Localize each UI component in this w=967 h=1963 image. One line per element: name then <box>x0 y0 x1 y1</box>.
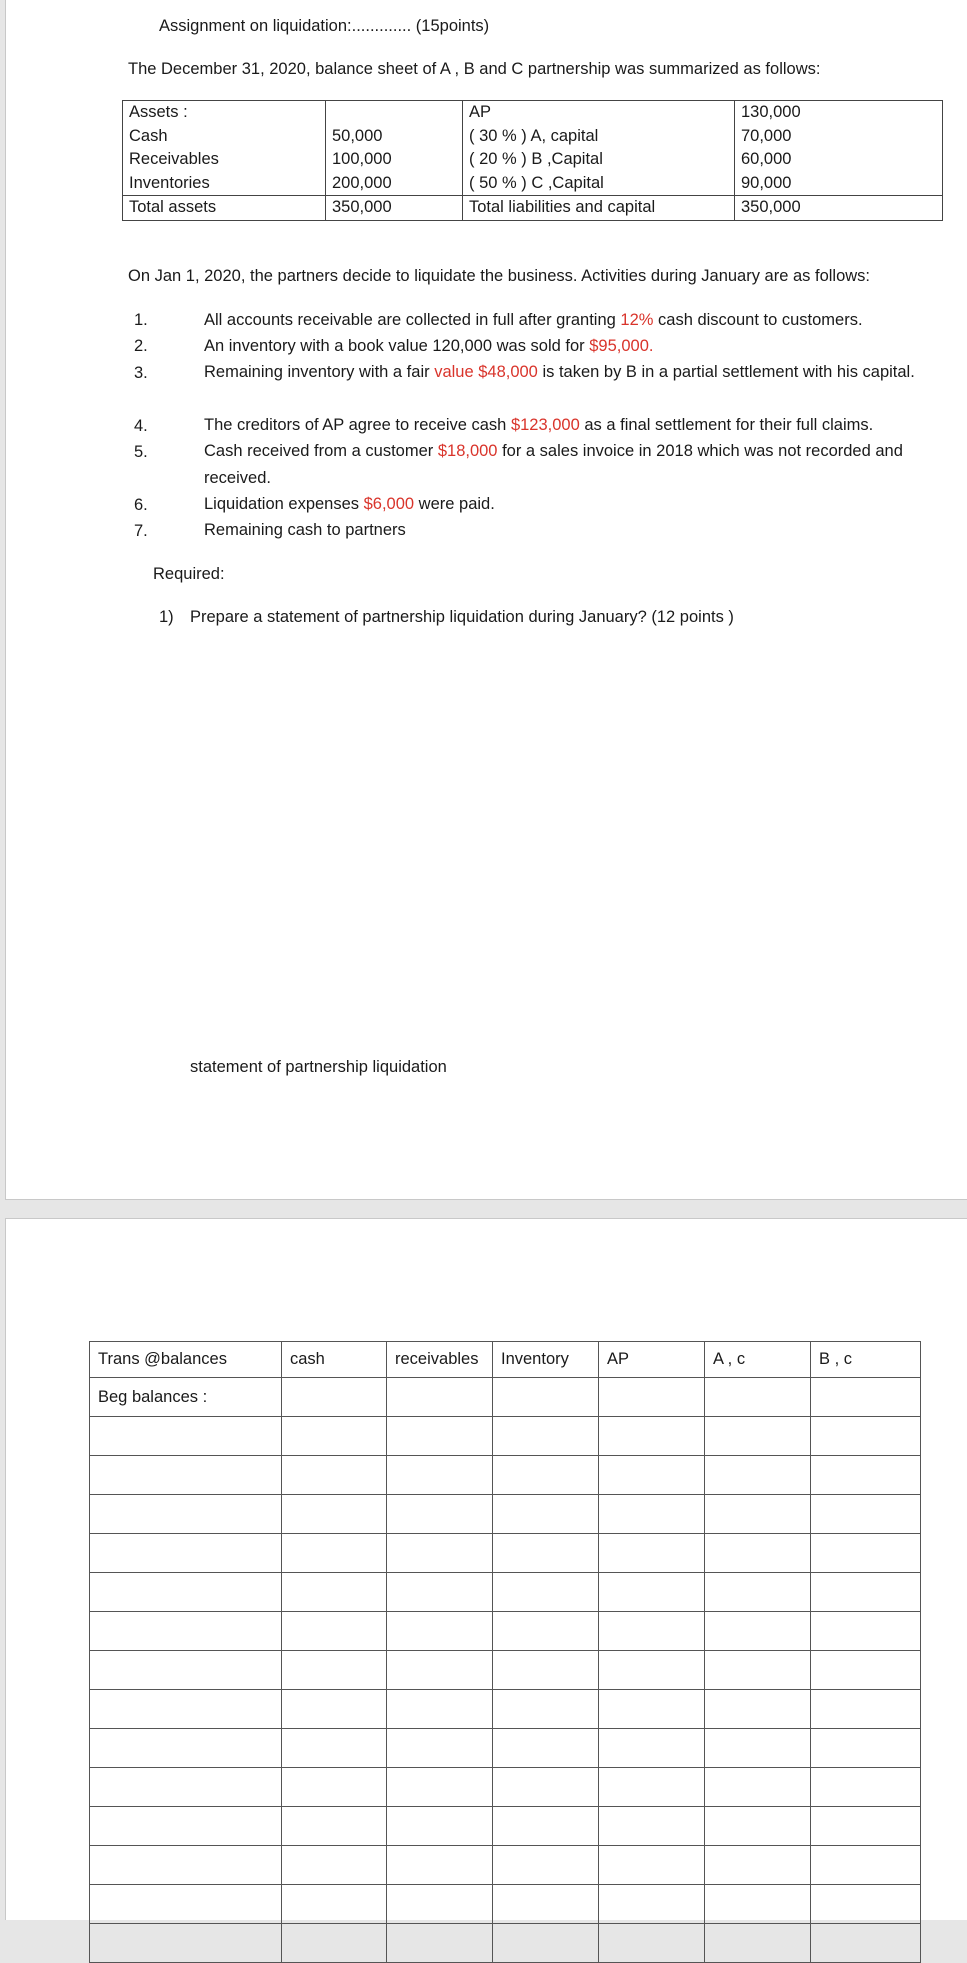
table-cell[interactable] <box>282 1690 387 1729</box>
table-cell[interactable] <box>811 1885 921 1924</box>
item-number: 1. <box>134 311 148 329</box>
table-cell[interactable] <box>493 1534 599 1573</box>
table-cell[interactable] <box>282 1807 387 1846</box>
table-cell[interactable] <box>599 1495 705 1534</box>
table-cell[interactable] <box>493 1807 599 1846</box>
table-cell[interactable] <box>811 1534 921 1573</box>
table-cell[interactable] <box>811 1924 921 1963</box>
table-cell[interactable] <box>387 1612 493 1651</box>
table-cell[interactable] <box>90 1729 282 1768</box>
table-cell[interactable] <box>705 1729 811 1768</box>
table-cell[interactable] <box>493 1690 599 1729</box>
page-1 <box>5 0 967 1200</box>
table-cell[interactable] <box>599 1456 705 1495</box>
table-cell[interactable] <box>493 1768 599 1807</box>
table-cell[interactable] <box>387 1495 493 1534</box>
activity-item <box>204 412 944 439</box>
item-number: 2. <box>134 337 148 355</box>
liability-amount: 60,000 <box>735 148 943 172</box>
item-text: Remaining inventory with a fair <box>204 363 435 381</box>
item-number: 5. <box>134 443 148 461</box>
table-cell[interactable] <box>282 1573 387 1612</box>
table-cell[interactable] <box>493 1729 599 1768</box>
table-cell[interactable] <box>811 1573 921 1612</box>
item-text-end: were paid. <box>414 495 495 513</box>
table-cell[interactable] <box>282 1651 387 1690</box>
table-row <box>123 125 943 149</box>
activity-item <box>204 359 944 386</box>
table-row <box>90 1729 921 1768</box>
balance-sheet-table <box>122 100 943 221</box>
table-cell[interactable] <box>705 1456 811 1495</box>
table-cell[interactable] <box>493 1417 599 1456</box>
column-header: B , c <box>811 1342 921 1378</box>
table-cell[interactable] <box>387 1573 493 1612</box>
table-cell[interactable] <box>599 1807 705 1846</box>
table-cell[interactable] <box>705 1846 811 1885</box>
item-text: Liquidation expenses <box>204 495 364 513</box>
table-cell[interactable] <box>387 1378 493 1417</box>
column-header: AP <box>599 1342 705 1378</box>
column-header: A , c <box>705 1342 811 1378</box>
table-row <box>90 1768 921 1807</box>
table-cell[interactable] <box>282 1846 387 1885</box>
table-cell[interactable] <box>599 1690 705 1729</box>
item-text-end: as a final settlement for their full claims. <box>579 416 874 434</box>
column-header: receivables <box>387 1342 493 1378</box>
item-text-end: is taken by B in a partial settlement with his capital. <box>537 363 915 381</box>
table-cell[interactable] <box>705 1924 811 1963</box>
table-cell[interactable] <box>811 1651 921 1690</box>
table-cell[interactable] <box>493 1378 599 1417</box>
liability-amount: 350,000 <box>735 196 943 221</box>
item-highlight: $123,000 <box>510 416 580 434</box>
table-row <box>90 1417 921 1456</box>
table-cell[interactable] <box>387 1885 493 1924</box>
table-cell[interactable] <box>90 1495 282 1534</box>
table-cell[interactable] <box>811 1846 921 1885</box>
item-number: 6. <box>134 496 148 514</box>
liability-label: ( 20 % ) B ,Capital <box>463 148 735 172</box>
table-cell[interactable] <box>599 1846 705 1885</box>
table-cell[interactable] <box>90 1573 282 1612</box>
table-cell[interactable] <box>705 1651 811 1690</box>
column-header: Trans @balances <box>90 1342 282 1378</box>
item-number: 4. <box>134 417 148 435</box>
table-cell[interactable] <box>811 1729 921 1768</box>
header-row <box>90 1342 921 1378</box>
table-cell[interactable] <box>493 1573 599 1612</box>
question-text: Prepare a statement of partnership liquidation during January? (12 points ) <box>190 608 734 626</box>
table-cell[interactable] <box>282 1885 387 1924</box>
table-row <box>123 172 943 196</box>
table-cell[interactable] <box>282 1534 387 1573</box>
table-cell[interactable] <box>90 1417 282 1456</box>
asset-label: Inventories <box>123 172 326 196</box>
asset-amount: 100,000 <box>326 148 463 172</box>
table-cell[interactable] <box>387 1690 493 1729</box>
table-cell[interactable] <box>90 1456 282 1495</box>
table-cell[interactable] <box>387 1651 493 1690</box>
activity-item <box>204 307 944 334</box>
table-cell[interactable] <box>811 1378 921 1417</box>
table-cell[interactable] <box>387 1807 493 1846</box>
table-row <box>90 1651 921 1690</box>
table-cell[interactable] <box>705 1495 811 1534</box>
table-cell[interactable] <box>811 1690 921 1729</box>
table-row <box>90 1924 921 1963</box>
statement-title: statement of partnership liquidation <box>190 1058 447 1076</box>
item-text: Remaining cash to partners <box>204 521 406 539</box>
table-cell[interactable] <box>599 1573 705 1612</box>
liability-label: ( 50 % ) C ,Capital <box>463 172 735 196</box>
table-cell[interactable] <box>493 1495 599 1534</box>
table-cell[interactable] <box>282 1456 387 1495</box>
required-label: Required: <box>153 565 225 583</box>
item-highlight: $95,000. <box>589 337 654 355</box>
table-cell[interactable] <box>282 1729 387 1768</box>
table-cell[interactable] <box>599 1768 705 1807</box>
asset-label: Receivables <box>123 148 326 172</box>
table-cell[interactable] <box>387 1729 493 1768</box>
table-cell[interactable] <box>811 1495 921 1534</box>
item-highlight: 12% <box>620 311 654 329</box>
table-cell[interactable] <box>599 1417 705 1456</box>
table-cell[interactable] <box>387 1417 493 1456</box>
item-text-end: cash discount to customers. <box>653 311 863 329</box>
item-text: The creditors of AP agree to receive cash <box>204 416 511 434</box>
liability-label: Total liabilities and capital <box>463 196 735 221</box>
question-number: 1) <box>159 608 174 626</box>
table-cell[interactable] <box>705 1690 811 1729</box>
table-cell[interactable] <box>705 1534 811 1573</box>
table-cell[interactable] <box>90 1690 282 1729</box>
table-cell[interactable] <box>705 1885 811 1924</box>
table-cell[interactable] <box>493 1612 599 1651</box>
item-text: An inventory with a book value 120,000 was sold for <box>204 337 590 355</box>
table-row <box>90 1573 921 1612</box>
table-cell[interactable] <box>387 1456 493 1495</box>
table-cell[interactable] <box>493 1924 599 1963</box>
column-header: Inventory <box>493 1342 599 1378</box>
table-cell[interactable] <box>387 1924 493 1963</box>
table-cell[interactable] <box>387 1768 493 1807</box>
asset-amount: 50,000 <box>326 125 463 149</box>
table-row <box>90 1885 921 1924</box>
table-cell[interactable] <box>387 1846 493 1885</box>
table-cell[interactable] <box>282 1417 387 1456</box>
asset-label: Assets : <box>123 101 326 125</box>
liability-label: ( 30 % ) A, capital <box>463 125 735 149</box>
table-cell[interactable] <box>493 1651 599 1690</box>
table-cell[interactable] <box>90 1534 282 1573</box>
table-cell[interactable] <box>282 1612 387 1651</box>
row-label: Beg balances : <box>90 1378 282 1417</box>
item-text-end: for a sales invoice in 2018 which was not recorded and received. <box>204 442 903 487</box>
table-cell[interactable] <box>705 1612 811 1651</box>
table-cell[interactable] <box>90 1768 282 1807</box>
table-row <box>90 1495 921 1534</box>
table-cell[interactable] <box>387 1534 493 1573</box>
table-row <box>90 1612 921 1651</box>
column-header: cash <box>282 1342 387 1378</box>
table-cell[interactable] <box>282 1495 387 1534</box>
table-row <box>123 196 943 221</box>
liability-label: AP <box>463 101 735 125</box>
table-cell[interactable] <box>705 1417 811 1456</box>
table-cell[interactable] <box>599 1651 705 1690</box>
table-cell[interactable] <box>90 1807 282 1846</box>
table-cell[interactable] <box>90 1846 282 1885</box>
table-cell[interactable] <box>705 1807 811 1846</box>
table-cell[interactable] <box>811 1417 921 1456</box>
table-row <box>90 1378 921 1417</box>
page-2 <box>5 1218 967 1920</box>
asset-amount: 350,000 <box>326 196 463 221</box>
table-cell[interactable] <box>599 1534 705 1573</box>
table-cell[interactable] <box>493 1456 599 1495</box>
asset-amount: 200,000 <box>326 172 463 196</box>
table-cell[interactable] <box>599 1612 705 1651</box>
table-cell[interactable] <box>90 1924 282 1963</box>
item-highlight: value $48,000 <box>434 363 538 381</box>
table-cell[interactable] <box>599 1729 705 1768</box>
item-highlight: $18,000 <box>437 442 498 460</box>
table-cell[interactable] <box>705 1573 811 1612</box>
table-cell[interactable] <box>493 1846 599 1885</box>
item-text: Cash received from a customer <box>204 442 438 460</box>
table-cell[interactable] <box>811 1612 921 1651</box>
table-row <box>90 1807 921 1846</box>
table-row <box>90 1534 921 1573</box>
table-row <box>90 1456 921 1495</box>
table-cell[interactable] <box>90 1651 282 1690</box>
table-row <box>123 101 943 125</box>
activity-item <box>204 517 944 544</box>
table-cell[interactable] <box>599 1378 705 1417</box>
table-cell[interactable] <box>811 1768 921 1807</box>
asset-label: Cash <box>123 125 326 149</box>
table-cell[interactable] <box>599 1924 705 1963</box>
table-cell[interactable] <box>811 1807 921 1846</box>
liquidation-table <box>89 1341 921 1963</box>
item-text: All accounts receivable are collected in full after granting <box>204 311 621 329</box>
asset-label: Total assets <box>123 196 326 221</box>
table-cell[interactable] <box>282 1768 387 1807</box>
item-highlight: $6,000 <box>363 495 415 513</box>
activity-item <box>204 333 944 360</box>
liability-amount: 130,000 <box>735 101 943 125</box>
table-cell[interactable] <box>493 1885 599 1924</box>
table-cell[interactable] <box>705 1768 811 1807</box>
table-cell[interactable] <box>811 1456 921 1495</box>
table-cell[interactable] <box>90 1885 282 1924</box>
liability-amount: 70,000 <box>735 125 943 149</box>
table-cell[interactable] <box>599 1885 705 1924</box>
table-row <box>123 148 943 172</box>
activity-item <box>204 491 944 518</box>
table-cell[interactable] <box>282 1378 387 1417</box>
activity-item <box>204 438 944 491</box>
asset-amount <box>326 101 463 125</box>
item-number: 3. <box>134 364 148 382</box>
table-cell[interactable] <box>282 1924 387 1963</box>
liability-amount: 90,000 <box>735 172 943 196</box>
table-cell[interactable] <box>90 1612 282 1651</box>
table-row <box>90 1690 921 1729</box>
table-cell[interactable] <box>705 1378 811 1417</box>
table-row <box>90 1846 921 1885</box>
item-number: 7. <box>134 522 148 540</box>
activities-intro: On Jan 1, 2020, the partners decide to liquidate the business. Activities during January are as follows: <box>128 267 871 285</box>
assignment-title: Assignment on liquidation:............. (15points) <box>159 17 490 35</box>
balance-sheet-intro: The December 31, 2020, balance sheet of A , B and C partnership was summarized as follows: <box>128 60 821 78</box>
